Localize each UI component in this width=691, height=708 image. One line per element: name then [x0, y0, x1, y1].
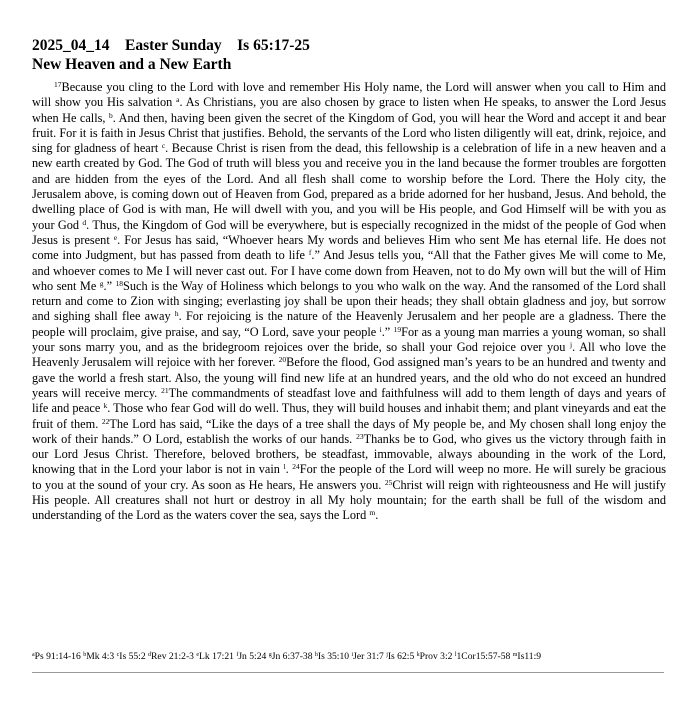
superscript-marker: 20 — [278, 355, 287, 365]
footnotes — [32, 651, 672, 662]
body-text-segment: .” — [381, 324, 394, 339]
body-text-segment: . Because Christ is risen from the dead, this fellowship is a celebration of life in a new heaven and a new earth created by God. The God of truth will bless you and receive you in the land because the former troubles are forgotten and are hidden from the eyes of the Lord. And all flesh shall come to worship before the Lord. There the Holy city, the Jerusalem above, is coming down out of Heaven from God, prepared as a bride adorned for her husband, Jesus. And behold, the dwelling place of God is with man, He will dwell with you, and you will be His people, and God Himself will be with you as your God — [32, 141, 666, 232]
superscript-marker: m — [369, 508, 376, 518]
footnote-mark: g — [268, 652, 272, 658]
footnote-mark: d — [148, 652, 152, 658]
footnote-mark: a — [32, 652, 35, 658]
superscript-marker: h — [174, 309, 179, 319]
footnote-reference: Jer 31:7 — [353, 651, 387, 662]
footnote-reference: Prov 3:2 — [419, 651, 455, 662]
body-text-segment: Christ will reign with righteousness and He will justify His people. All creatures shall not hurt or destroy in all My holy mountain; for the earth shall be full of the wisdom and understanding of the Lord as the waters cover the sea, says the Lord — [32, 477, 666, 523]
body-text-segment: . Thus, the Kingdom of God will be everywhere, but is especially recognized in the midst of the people of God when Jesus is present — [32, 217, 666, 247]
superscript-marker: 21 — [161, 385, 169, 395]
footnote-reference: Lk 17:21 — [199, 651, 237, 662]
footnote-mark: i — [351, 652, 354, 658]
body-text-segment: For the people of the Lord will weep no more. He will surely be gracious to you at the sound of your cry. As soon as He hears, He answers you. — [32, 462, 667, 492]
footnote-reference: Is 55:2 — [119, 651, 149, 662]
footnote-mark: e — [196, 652, 200, 658]
footnote-reference: Jn 5:24 — [238, 651, 269, 662]
superscript-marker: 24 — [292, 462, 300, 472]
body-text-segment: . All who love the Heavenly Jerusalem will rejoice with her forever. — [32, 340, 666, 370]
body-paragraph — [32, 80, 666, 524]
footnote-reference: Rev 21:2-3 — [151, 651, 197, 662]
footnote-reference: Is11:9 — [517, 651, 542, 662]
body-text-segment: Thanks be to God, who gives us the victory through faith in our Lord Jesus Christ. Therefore, beloved brothers, be steadfast, immovable, always abounding in the work of the Lord, knowing that in the Lord your labor is not in vain — [32, 431, 667, 477]
superscript-marker: j — [570, 340, 573, 350]
superscript-marker: g — [99, 278, 104, 288]
footnote-mark: k — [416, 652, 420, 658]
body-text-segment: . — [375, 508, 379, 523]
superscript-marker: d — [82, 217, 87, 227]
header-date: 2025_04_14 — [32, 37, 110, 54]
footnote-reference: Jn 6:37-38 — [271, 651, 315, 662]
header-line — [32, 36, 666, 55]
footnote-mark: f — [236, 652, 239, 658]
body-text-segment: .” — [103, 278, 116, 293]
body-text-segment: Because you cling to the Lord with love and remember His Holy name, the Lord will answer when you call to Him and will show you His salvation — [32, 80, 666, 110]
body-text-segment: . For rejoicing is the nature of the Heavenly Jerusalem and her people are a gladness. There the people will proclaim, give praise, and say, “O Lord, save your people — [32, 309, 666, 339]
superscript-marker: 25 — [384, 477, 393, 487]
superscript-marker: 18 — [115, 278, 124, 288]
footnote-mark: l — [454, 652, 457, 658]
body-text-segment: For as a young man marries a young woman, so shall your sons marry you, and as the bridegroom rejoices over the bride, so shall your God rejoice over you — [32, 324, 667, 355]
superscript-marker: e — [113, 232, 118, 242]
body-text-segment: .” And Jesus tells you, “All that the Father gives Me will come to Me, and whoever comes to Me I will never cast out. For I have come down from Heaven, not to do My own will but the will of Him who sent Me — [32, 248, 666, 293]
footnote-mark: h — [314, 652, 318, 658]
footnote-reference: Ps 91:14-16 — [34, 651, 84, 662]
header-occasion: Easter Sunday — [125, 37, 222, 54]
superscript-marker: k — [103, 401, 108, 411]
superscript-marker: b — [108, 110, 113, 120]
body-text-segment: . Those who fear God will do well. Thus, they will build houses and inhabit them; and plant vineyards and eat the fruit of them. — [32, 401, 667, 431]
footnote-mark: j — [386, 652, 388, 658]
superscript-marker: l — [283, 462, 286, 472]
body-text-segment: . For Jesus has said, “Whoever hears My words and believes Him who sent Me has eternal life. He does not come into Judgment, but has passed from death to life — [32, 232, 666, 263]
body-text-segment: . As Christians, you are also chosen by grace to listen when He speaks, to answer the Lord Jesus when He calls, — [32, 95, 666, 125]
superscript-marker: 19 — [393, 324, 402, 334]
page-title: New Heaven and a New Earth — [32, 56, 232, 73]
footnote-mark: c — [116, 652, 120, 658]
superscript-marker: 23 — [356, 431, 364, 441]
superscript-marker: 22 — [101, 416, 110, 426]
body-text-segment: The commandments of steadfast love and faithfulness will add to them length of days and years of life and peace — [32, 385, 667, 416]
body-text-segment: Before the flood, God assigned man’s years to be an hundred and twenty and gave the world a fresh start. Also, the young will find new life at an hundred years, and the old who do not exceed an hundred years will receive mercy. — [32, 355, 666, 400]
superscript-marker: a — [176, 95, 180, 105]
footnote-reference: 1Cor15:57-58 — [456, 651, 513, 662]
superscript-marker: c — [161, 141, 166, 151]
footnote-divider — [32, 672, 664, 673]
body-text-segment: Such is the Way of Holiness which belongs to you who walk on the way. And the ransomed of the Lord shall return and come to Zion with singing; everlasting joy shall be upon their heads; they shall obtain gladness and joy, but sorrow and sighing shall flee away — [32, 278, 666, 324]
body-text-segment: . — [285, 462, 293, 477]
header-reference: Is 65:17-25 — [237, 37, 310, 54]
footnote-reference: Is 35:10 — [317, 651, 352, 662]
footnote-reference: Mk 4:3 — [86, 651, 117, 662]
footnote-mark: b — [83, 652, 87, 658]
body-text-segment: . And then, having been given the secret of the Kingdom of God, you will hear the Word and accept it and bear fruit. For it is faith in Jesus Christ that justifies. Behold, the servants of the Lord who listen diligently will eat, drink, rejoice, and sing for gladness of heart — [32, 110, 666, 156]
superscript-marker: i — [379, 324, 382, 334]
footnote-mark: m — [512, 652, 518, 658]
document-page — [32, 36, 666, 524]
superscript-marker: 17 — [54, 80, 62, 89]
footnote-reference: Is 62:5 — [387, 651, 417, 662]
superscript-marker: f — [308, 248, 312, 258]
body-text-segment: The Lord has said, “Like the days of a tree shall the days of My people be, and My chosen shall long enjoy the work of their hands.” O Lord, establish the works of our hands. — [32, 416, 666, 446]
